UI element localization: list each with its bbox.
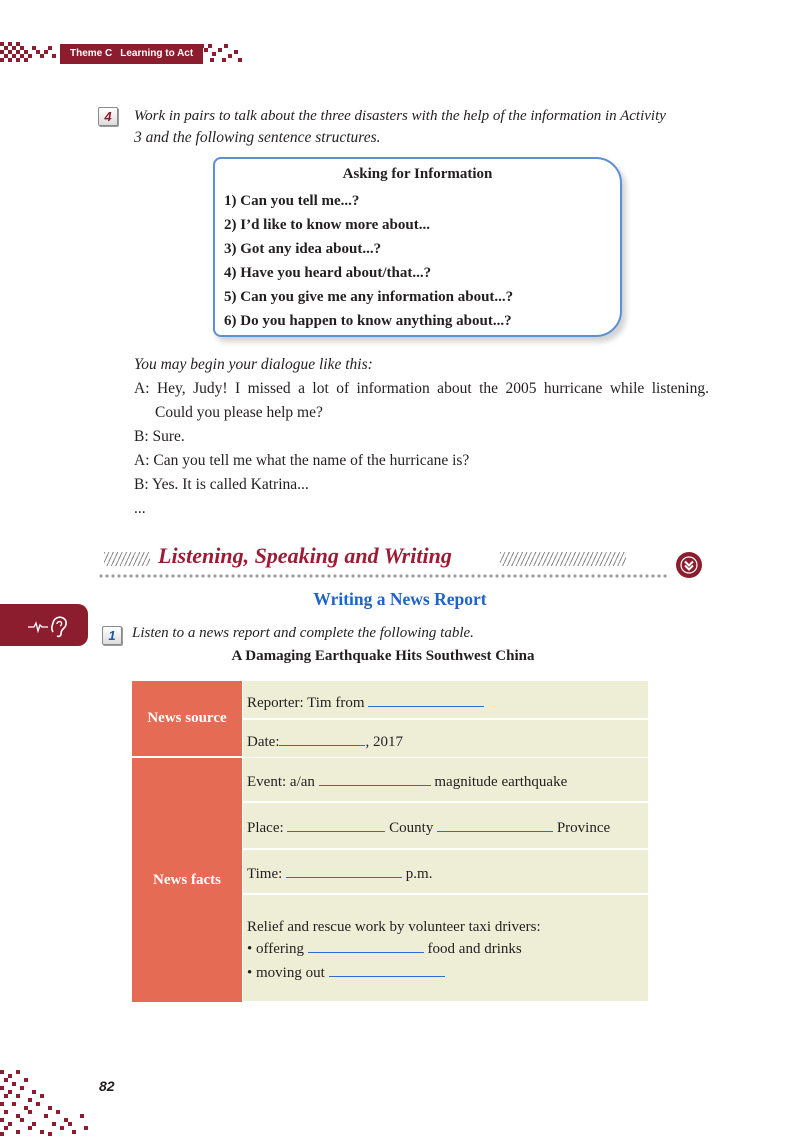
heading-hatch-right (500, 552, 626, 566)
relief-offering-suffix: food and drinks (427, 941, 522, 957)
activity-1-instruction: Listen to a news report and complete the following table. (132, 625, 474, 641)
footer-pixel-pattern (0, 1068, 98, 1138)
heading-hatch-left (104, 552, 150, 566)
chevron-down-icon (676, 552, 702, 578)
date-year: , 2017 (365, 734, 403, 750)
event-blank[interactable] (319, 771, 431, 786)
reporter-cell (243, 681, 648, 718)
date-blank[interactable] (279, 731, 365, 746)
sentence-item: 3) Got any idea about...? (224, 241, 382, 257)
activity-1-badge: 1 (102, 626, 122, 645)
sentence-item: 4) Have you heard about/that...? (224, 265, 432, 281)
theme-label: Theme C (70, 48, 113, 59)
news-source-label-text: News source (147, 710, 227, 726)
place-cell (243, 803, 648, 848)
event-label: Event: a/an (247, 774, 315, 790)
place-label: Place: (247, 820, 284, 836)
dialogue (134, 353, 709, 521)
time-blank[interactable] (286, 863, 402, 878)
place-province: Province (556, 820, 611, 836)
reporter-blank[interactable] (368, 692, 484, 707)
province-blank[interactable] (437, 817, 553, 832)
relief-moving-label: • moving out (247, 965, 325, 981)
news-source-label (132, 681, 242, 756)
dialogue-line: Could you please help me? (155, 404, 323, 421)
page-number: 82 (99, 1078, 115, 1094)
event-suffix: magnitude earthquake (434, 774, 568, 790)
reporter-label: Reporter: Tim from (247, 695, 365, 711)
listening-tab (0, 604, 88, 646)
date-cell (243, 720, 648, 757)
dialogue-line: ... (134, 500, 146, 517)
sentence-item: 6) Do you happen to know anything about...? (224, 313, 512, 329)
time-label: Time: (247, 866, 283, 882)
relief-cell (243, 895, 648, 1001)
ear-icon (26, 612, 72, 638)
activity-4-instruction-line2: 3 and the following sentence structures. (134, 129, 381, 146)
sentence-structures-box (213, 157, 622, 337)
sentence-item: 5) Can you give me any information about...? (224, 289, 514, 305)
offering-blank[interactable] (308, 938, 424, 953)
theme-title: Learning to Act (120, 48, 194, 59)
news-facts-label (132, 757, 242, 1002)
theme-tab (60, 44, 203, 64)
activity-4-instruction (134, 106, 706, 148)
sentence-box-title: Asking for Information (342, 166, 493, 182)
heading-dotted-rule (98, 574, 668, 578)
section-subtitle: Writing a News Report (313, 589, 487, 609)
place-county: County (389, 820, 434, 836)
relief-heading: Relief and rescue work by volunteer taxi drivers: (247, 919, 541, 935)
date-label: Date: (247, 734, 280, 750)
sentence-list (224, 191, 513, 335)
dialogue-line: B: Yes. It is called Katrina... (134, 476, 309, 493)
sentence-item: 1) Can you tell me...? (224, 193, 360, 209)
time-suffix: p.m. (405, 866, 433, 882)
dialogue-line: A: Hey, Judy! I missed a lot of information about the 2005 hurricane while listening. (134, 380, 709, 397)
dialogue-line: B: Sure. (134, 428, 185, 445)
dialogue-intro: You may begin your dialogue like this: (134, 356, 373, 373)
activity-4-badge: 4 (98, 107, 118, 126)
relief-offering-label: • offering (247, 941, 305, 957)
section-title: Listening, Speaking and Writing (158, 543, 452, 568)
news-facts-label-text: News facts (153, 871, 221, 888)
sentence-item: 2) I’d like to know more about... (224, 217, 430, 233)
dialogue-line: A: Can you tell me what the name of the hurricane is? (134, 452, 470, 469)
table-title: A Damaging Earthquake Hits Southwest China (231, 648, 535, 664)
activity-4-instruction-line1: Work in pairs to talk about the three disasters with the help of the information in Activity (134, 108, 666, 124)
event-cell (243, 758, 648, 801)
time-cell (243, 850, 648, 893)
county-blank[interactable] (287, 817, 385, 832)
moving-out-blank[interactable] (329, 962, 445, 977)
